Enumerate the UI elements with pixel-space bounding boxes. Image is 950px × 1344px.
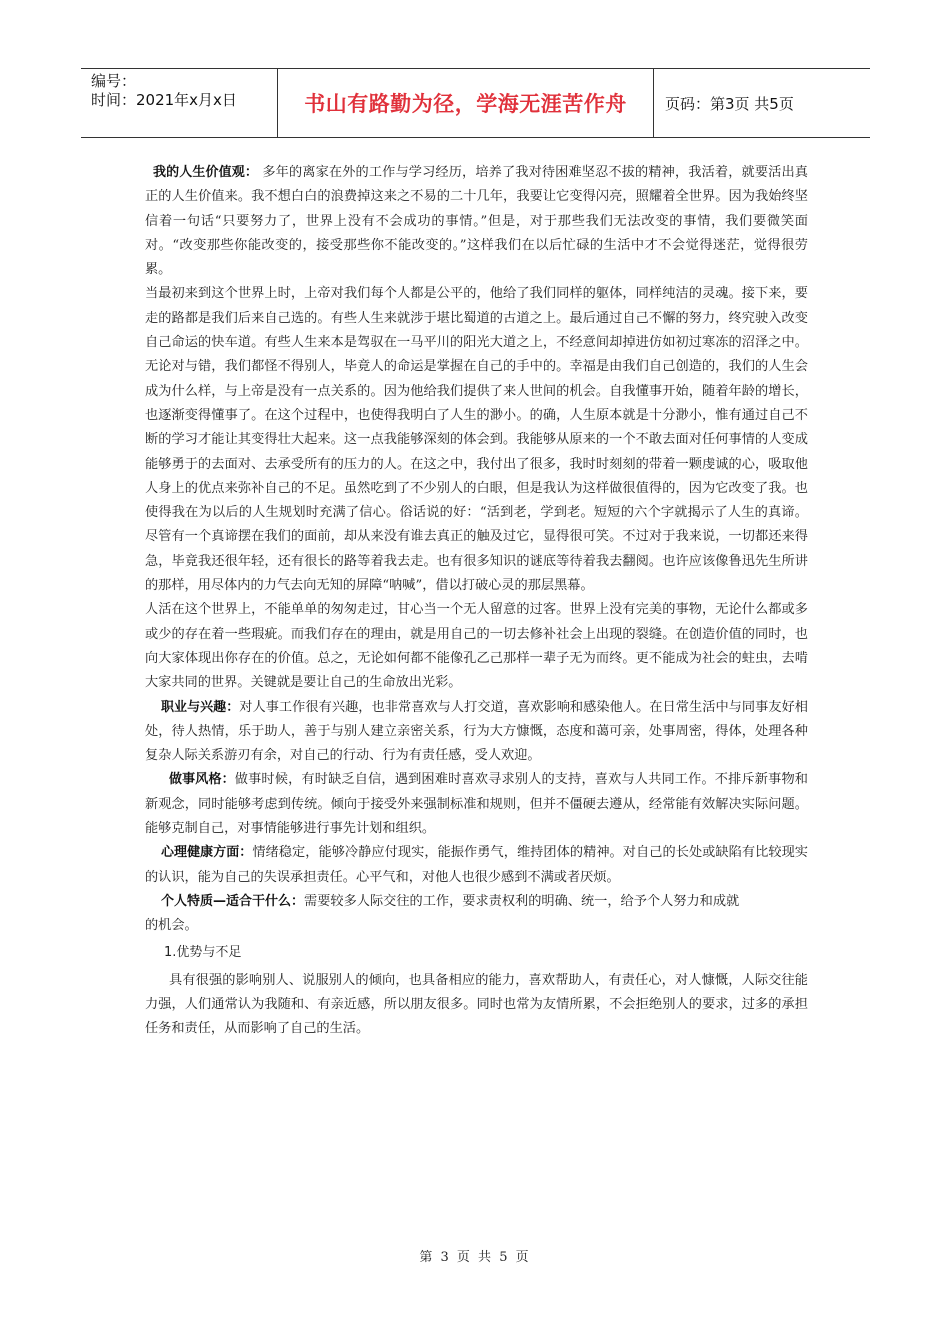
page-footer: 第 3 页 共 5 页	[419, 1250, 531, 1265]
section-title-mental-health: 心理健康方面：	[161, 845, 253, 861]
paragraph-mental-health	[145, 841, 808, 890]
subheading-strengths-weaknesses: 1.优势与不足	[164, 944, 242, 960]
page-header	[81, 68, 870, 138]
paragraph-text: 情绪稳定，能够冷静应付现实，能振作勇气，维持团体的精神。对自己的长处或缺陷有比较现实的认识，能为自己的失误承担责任。心平气和，对他人也很少感到不满或者厌烦。	[145, 845, 808, 885]
section-title-work-style: 做事风格：	[169, 772, 235, 788]
paragraph-text: 做事时候，有时缺乏自信，遇到困难时喜欢寻求别人的支持，喜欢与人共同工作。不排斥新事物和新观念，同时能够考虑到传统。倾向于接受外来强制标准和规则，但并不僵硬去遵从，经常能有效解决实际问题。能够克制自己，对事情能够进行事先计划和组织。	[145, 772, 808, 837]
paragraph-personal-traits	[145, 890, 808, 939]
header-motto: 书山有路勤为径，学海无涯苦作舟	[278, 69, 654, 137]
paragraph-existence: 人活在这个世界上，不能单单的匆匆走过，甘心当一个无人留意的过客。世界上没有完美的事物，无论什么都或多或少的存在着一些瑕疵。而我们存在的理由，就是用自己的一切去修补社会上出现的裂缝。在创造价值的同时，也向大家体现出你存在的价值。总之，无论如何都不能像孔乙己那样一辈子无为而终。更不能成为社会的蛀虫，去啃大家共同的世界。关键就是要让自己的生命放出光彩。	[145, 602, 808, 691]
paragraph-fairness: 当最初来到这个世界上时，上帝对我们每个人都是公平的，他给了我们同样的躯体，同样纯洁的灵魂。接下来，要走的路都是我们后来自己选的。有些人生来就涉于堪比蜀道的古道之上。最后通过自己不懈的努力，终究驶入改变自己命运的快车道。有些人生来本是驾驭在一马平川的阳光大道之上，不经意间却掉进仿如初过寒冻的沼泽之中。无论对与错，我们都怪不得别人，毕竟人的命运是掌握在自己的手中的。幸福是由我们自己创造的，我们的人生会成为什么样，与上帝是没有一点关系的。因为他给我们提供了来人世间的机会。自我懂事开始，随着年龄的增长，也逐渐变得懂事了。在这个过程中，也使得我明白了人生的渺小。的确，人生原本就是十分渺小，惟有通过自己不断的学习才能让其变得壮大起来。这一点我能够深刻的体会到。我能够从原来的一个不敢去面对任何事情的人变成能够勇于的去面对、去承受所有的压力的人。在这之中，我付出了很多，我时时刻刻的带着一颗虔诚的心，吸取他人身上的优点来弥补自己的不足。虽然吃到了不少别人的白眼，但是我认为这样做很值得的，因为它改变了我。也使得我在为以后的人生规划时充满了信心。俗话说的好：“活到老，学到老。短短的六个字就揭示了人生的真谛。尽管有一个真谛摆在我们的面前，却从来没有谁去真正的触及过它，显得很可笑。不过对于我来说，一切都还来得急，毕竟我还很年轻，还有很长的路等着我去走。也有很多知识的谜底等待着我去翻阅。也许应该像鲁迅先生所讲的那样，用尽体内的力气去向无知的屏障“呐喊”，借以打破心灵的那层黑幕。	[145, 286, 808, 594]
paragraph-text: 多年的离家在外的工作与学习经历，培养了我对待困难坚忍不拔的精神，我活着，就要活出真正的人生价值来。我不想白白的浪费掉这来之不易的二十几年，我要让它变得闪亮，照耀着全世界。因为我始终坚信着一句话“只要努力了，世界上没有不会成功的事情。”但是，对于那些我们无法改变的事情，我们要微笑面对。“改变那些你能改变的，接受那些你不能改变的。”这样我们在以后忙碌的生活中才不会觉得迷茫，觉得很劳累。	[145, 165, 808, 278]
section-title-life-values: 我的人生价值观：	[153, 165, 258, 180]
document-body	[145, 161, 808, 1042]
paragraph-life-values	[145, 161, 808, 282]
section-title-personal-traits: 个人特质—适合干什么：	[161, 893, 305, 909]
paragraph-text: 对人事工作很有兴趣，也非常喜欢与人打交道，喜欢影响和感染他人。在日常生活中与同事友好相处，待人热情，乐于助人，善于与别人建立亲密关系，行为大方慷慨，态度和蔼可亲，处事周密，得体，处理各种复杂人际关系游刃有余，对自己的行动、行为有责任感，受人欢迎。	[145, 699, 808, 764]
paragraph-career-interest	[145, 696, 808, 769]
header-meta	[81, 69, 278, 137]
paragraph-tail: 的机会。	[145, 918, 198, 934]
paragraph-strengths: 具有很强的影响别人、说服别人的倾向，也具备相应的能力，喜欢帮助人，有责任心，对人慷慨，人际交往能力强，人们通常认为我随和、有亲近感，所以朋友很多。同时也常为友情所累，不会拒绝别人的要求，过多的承担任务和责任，从而影响了自己的生活。	[145, 972, 808, 1037]
paragraph-text: 需要较多人际交往的工作，要求责权利的明确、统一，给予个人努力和成就	[304, 893, 740, 909]
paragraph-work-style	[145, 768, 808, 841]
document-number-label: 编号：	[91, 72, 137, 90]
document-date-label: 时间：2021年x月x日	[91, 91, 237, 109]
section-title-career-interest: 职业与兴趣：	[161, 699, 240, 715]
header-page-number: 页码：第3页 共5页	[665, 94, 794, 113]
